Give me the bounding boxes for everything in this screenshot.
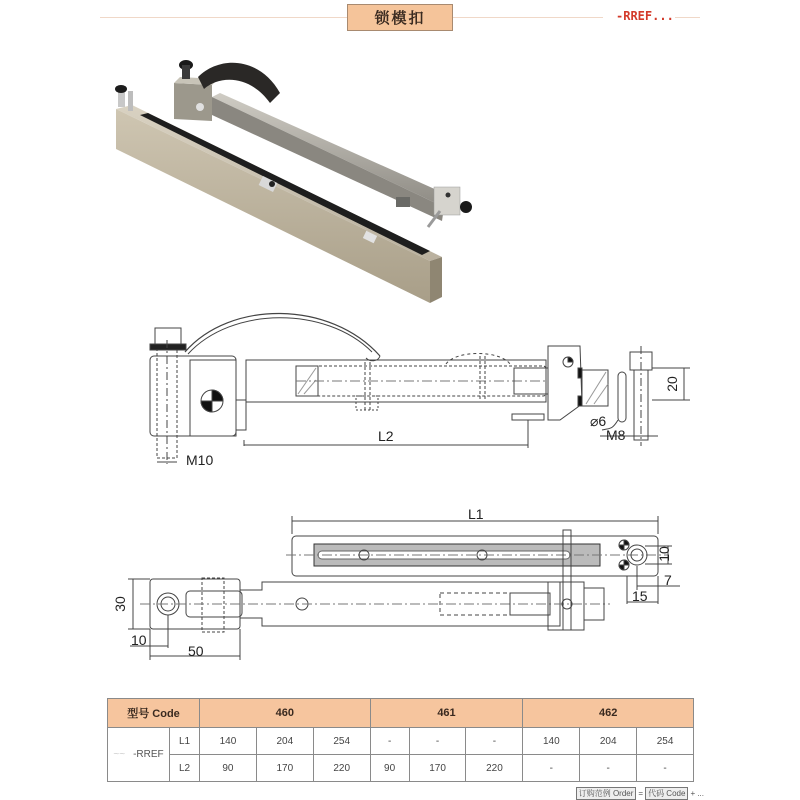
- spec-table: [107, 698, 694, 782]
- code-header: 型号 Code: [108, 699, 200, 728]
- order-code-label: 代码 Code: [645, 787, 688, 800]
- cell: 170: [256, 755, 313, 782]
- cell: 220: [466, 755, 523, 782]
- page-title: 锁模扣: [347, 4, 453, 31]
- label-m10: M10: [186, 452, 214, 468]
- cell: 204: [580, 728, 637, 755]
- label-phi6: ⌀6: [590, 413, 607, 429]
- code-suffix: -RREF...: [616, 9, 674, 23]
- code-name: -RREF: [133, 749, 164, 760]
- cell: 140: [200, 728, 257, 755]
- order-tail: + ...: [690, 789, 704, 798]
- cell: 254: [313, 728, 370, 755]
- table-header-row: [108, 699, 694, 728]
- code-prefix: ~~: [113, 749, 126, 760]
- table-row: [108, 728, 694, 755]
- order-label: 订购范例 Order: [576, 787, 637, 800]
- group-header-462: 462: [523, 699, 694, 728]
- cell: -: [409, 728, 466, 755]
- cell: 220: [313, 755, 370, 782]
- cell: 140: [523, 728, 580, 755]
- label-dim20: 20: [663, 376, 680, 392]
- label-l1: L1: [468, 506, 484, 522]
- cell: 254: [637, 728, 694, 755]
- group-header-460: 460: [200, 699, 371, 728]
- equals-sign: =: [638, 789, 644, 798]
- header-rule-left: [100, 17, 347, 18]
- cell: -: [466, 728, 523, 755]
- header-rule-right: [675, 17, 700, 18]
- cell: 90: [370, 755, 409, 782]
- cell: 170: [409, 755, 466, 782]
- cell: 90: [200, 755, 257, 782]
- row-label: L2: [170, 755, 200, 782]
- cell: -: [637, 755, 694, 782]
- product-photo: [100, 45, 480, 305]
- group-header-461: 461: [370, 699, 523, 728]
- cell: -: [580, 755, 637, 782]
- label-dim50: 50: [188, 643, 204, 659]
- label-dim10-right: 10: [655, 546, 672, 562]
- cell: -: [370, 728, 409, 755]
- order-note: [576, 787, 704, 800]
- label-l2: L2: [378, 428, 394, 444]
- cell: 204: [256, 728, 313, 755]
- row-label: L1: [170, 728, 200, 755]
- label-dim30: 30: [111, 596, 128, 612]
- label-dim7: 7: [664, 572, 672, 588]
- label-dim15: 15: [632, 588, 648, 604]
- label-m8: M8: [606, 427, 626, 443]
- table-row: [108, 755, 694, 782]
- cell: -: [523, 755, 580, 782]
- label-dim10-left: 10: [131, 632, 147, 648]
- header-rule-mid: [453, 17, 603, 18]
- code-name-cell: [108, 728, 170, 782]
